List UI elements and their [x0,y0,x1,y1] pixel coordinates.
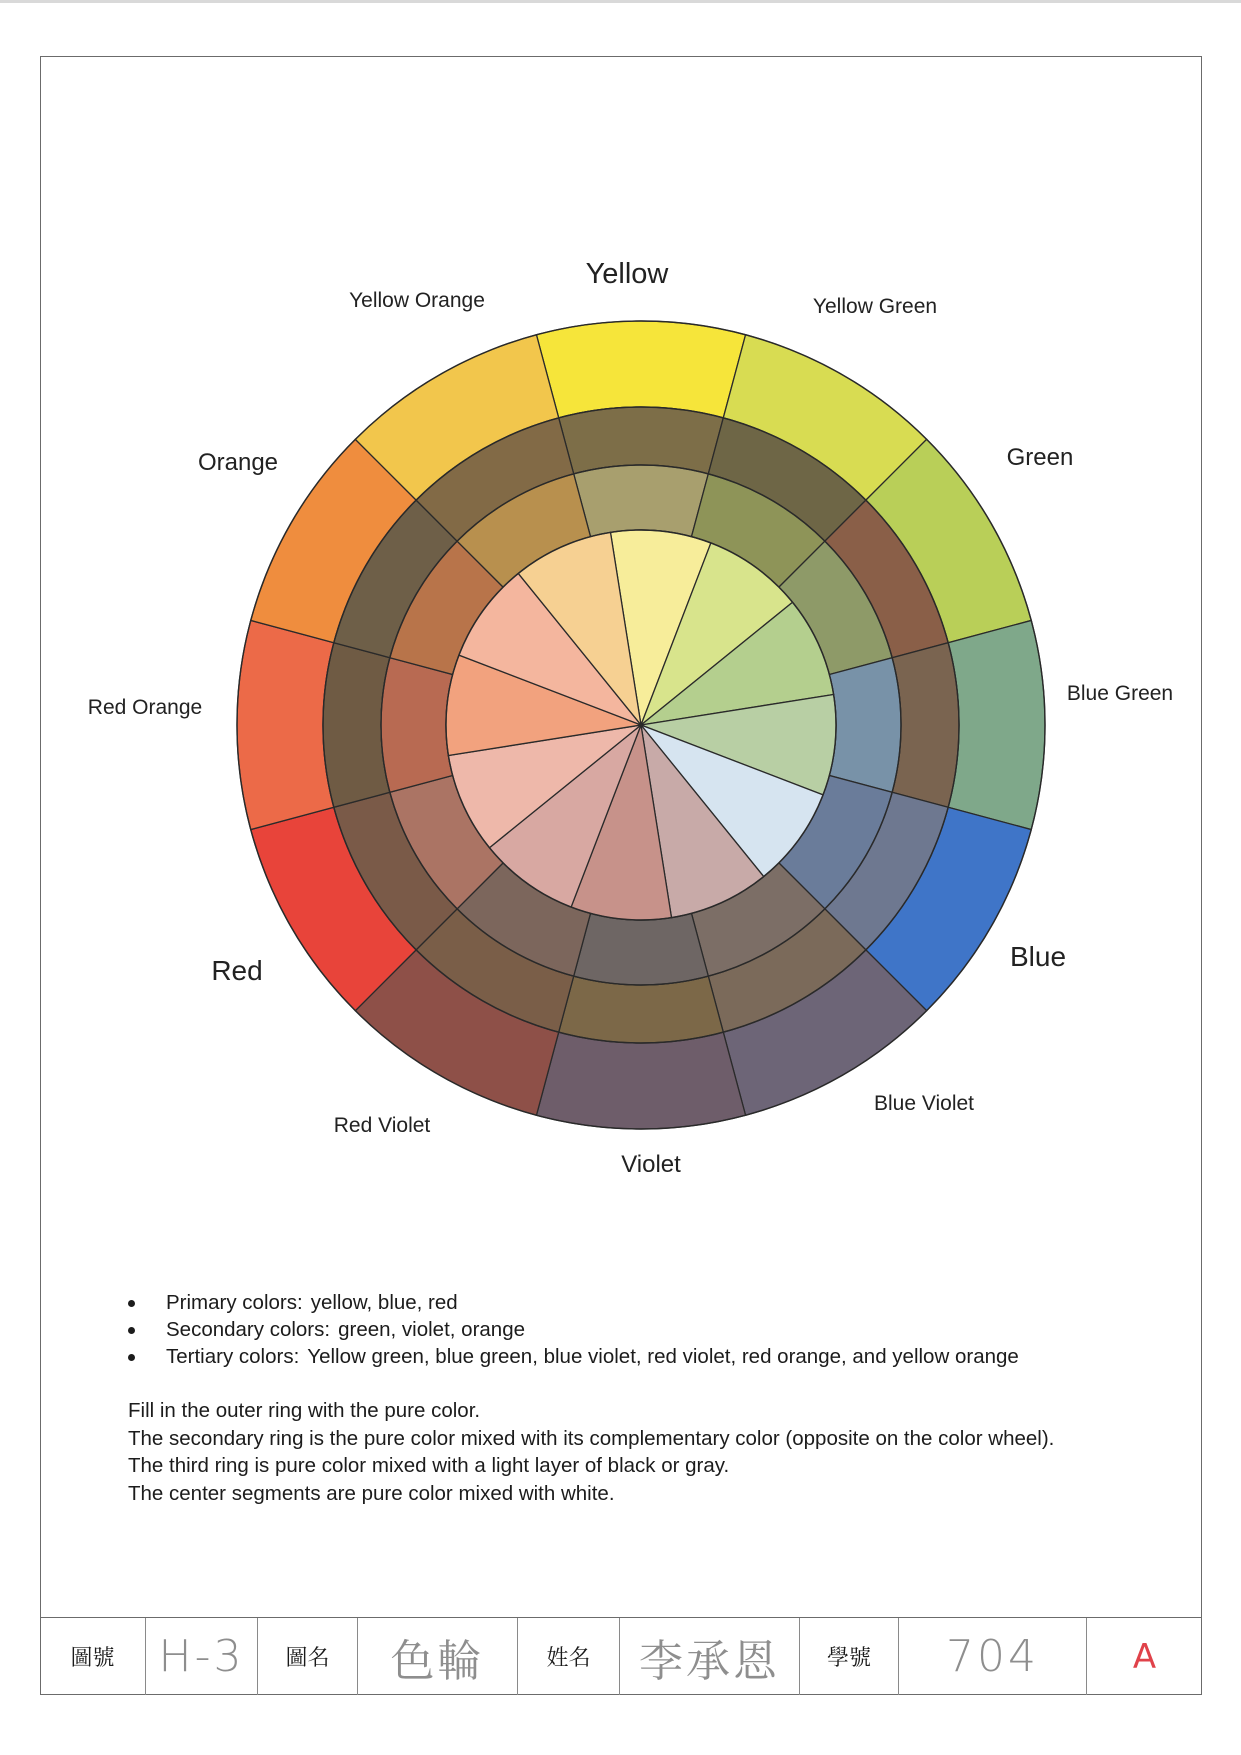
wheel-segment-outer-violet [536,1032,745,1129]
label-blue-green: Blue Green [1066,682,1174,705]
wheel-segment-third-blue-green [829,658,901,793]
title-block [40,1617,1202,1695]
wheel-segment-second-violet [559,976,724,1043]
fig-no-value: H-3 [146,1618,258,1695]
instruction-line: Fill in the outer ring with the pure color. [128,1399,481,1422]
wheel-segment-second-blue-green [892,643,959,808]
bullet-primary [126,1289,1019,1316]
label-yellow-orange: Yellow Orange [349,289,485,312]
name-label: 姓名 [518,1618,620,1695]
label-yellow: Yellow [585,258,669,290]
wheel-segment-outer-red-orange [237,620,334,829]
student-no-value: 704 [899,1618,1087,1695]
wheel-segment-second-yellow [559,407,724,474]
label-orange: Orange [197,449,279,476]
label-violet: Violet [621,1151,681,1178]
wheel-segment-outer-yellow [536,321,745,418]
label-red: Red [211,955,263,986]
fig-name-value: 色輪 [358,1618,518,1695]
color-categories-list [126,1289,1019,1370]
instruction-line: The secondary ring is the pure color mixed with its complementary color (opposite on the color wheel). [128,1426,1055,1450]
wheel-segment-second-red-orange [323,643,390,808]
label-blue: Blue [1009,941,1067,972]
fig-name-label: 圖名 [258,1618,358,1695]
label-yellow-green: Yellow Green [812,295,938,318]
bullet-text: Yellow green, blue green, blue violet, red violet, red orange, and yellow orange [307,1345,1019,1368]
label-blue-violet: Blue Violet [873,1092,975,1115]
bullet-text: green, violet, orange [338,1318,525,1341]
wheel-segment-third-violet [574,913,709,985]
wheel-segment-third-yellow [574,465,709,537]
fig-no-label: 圖號 [40,1618,146,1695]
wheel-segment-outer-blue-green [948,620,1045,829]
bullet-label: Secondary colors: [166,1318,331,1341]
student-no-label: 學號 [800,1618,899,1695]
bullet-label: Tertiary colors: [166,1345,300,1368]
grade-mark: A [1132,1636,1157,1677]
bullet-tertiary [126,1343,1019,1370]
bullet-label: Primary colors: [166,1291,303,1314]
label-red-orange: Red Orange [87,696,203,719]
name-value: 李承恩 [620,1618,800,1695]
instructions [128,1397,1188,1507]
instruction-line: The third ring is pure color mixed with a light layer of black or gray. [128,1454,730,1477]
wheel-segment-third-red-orange [381,658,453,793]
bullet-secondary [126,1316,1019,1343]
label-red-violet: Red Violet [333,1114,431,1137]
bullet-text: yellow, blue, red [310,1291,458,1314]
label-green: Green [1006,444,1074,471]
instruction-line: The center segments are pure color mixed with white. [128,1481,615,1505]
